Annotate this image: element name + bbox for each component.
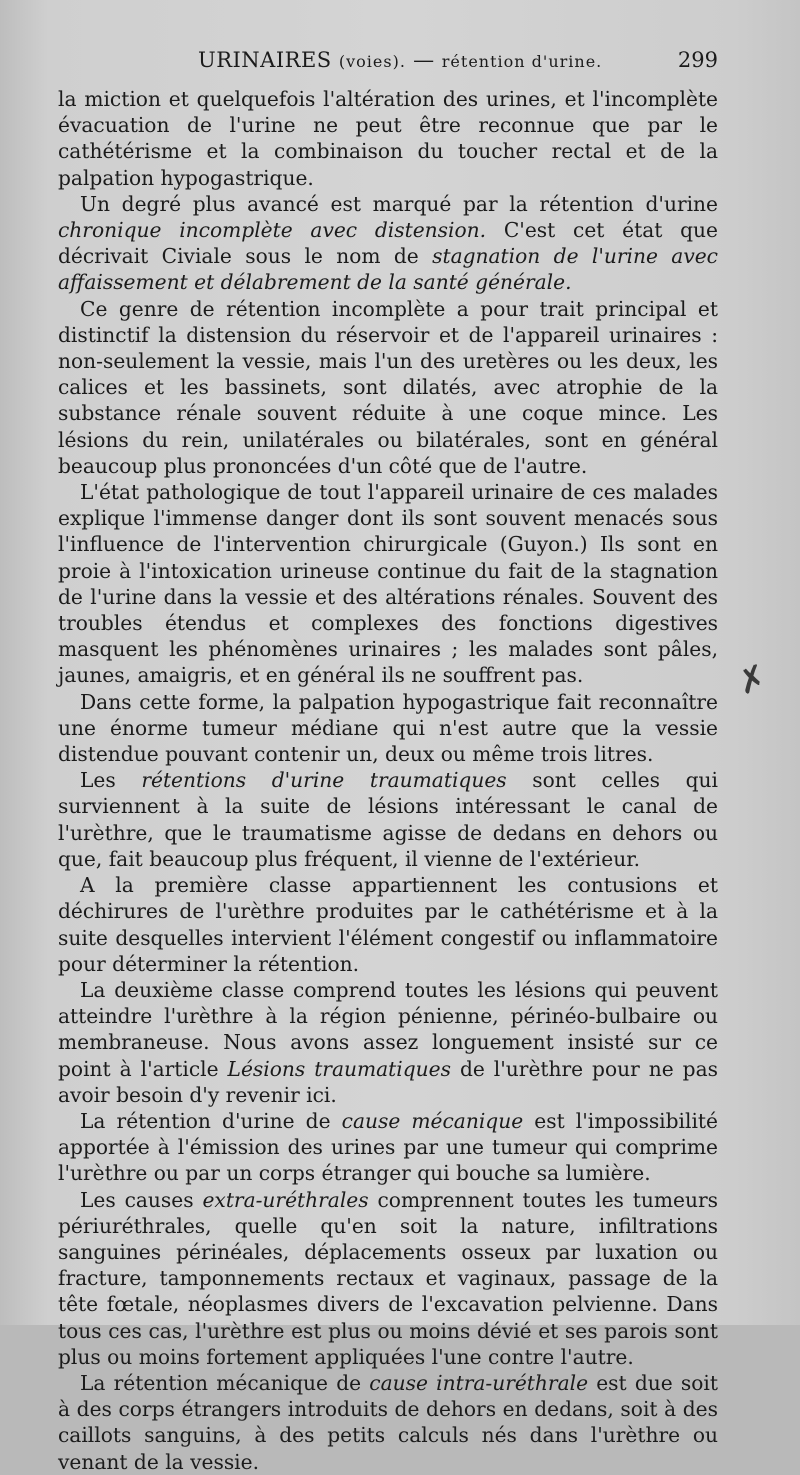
paragraph: L'état pathologique de tout l'appareil urinaire de ces malades explique l'immense danger dont ils sont souvent menacés sous l'influence de l'intervention chirurgicale (Guyon.) Ils sont en proie à l'intoxication urineuse continue du fait de la stagnation de l'urine dans la vessie et des altérations rénales. Souvent des troubles étendus et complexes des fonctions digestives masquent les phénomènes urinaires ; les malades sont pâles, jaunes, amaigris, et en général ils ne souffrent pas. [58,480,718,688]
running-title-section: rétention d'urine. [441,52,603,71]
paragraph: Les rétentions d'urine traumatiques sont celles qui surviennent à la suite de lésions intéressant le canal de l'urèthre, que le traumatisme agisse de dedans en dehors ou que, fait beaucoup plus fréquent, il vienne de l'extérieur. [58,768,718,871]
paragraph: A la première classe appartiennent les contusions et déchirures de l'urèthre produites par le cathétérisme et à la suite desquelles intervient l'élément congestif ou inflammatoire pour déterminer la rétention. [58,873,718,976]
running-title [198,48,602,72]
running-title-main: URINAIRES [198,48,332,72]
margin-cross-mark: ✗ [732,656,773,704]
paragraph: la miction et quelquefois l'altération des urines, et l'incomplète évacuation de l'urine ne peut être reconnue que par le cathétérisme et la combinaison du toucher rectal et de la palpation hypogastrique. [58,87,718,190]
body-text [58,86,718,1475]
paragraph: Ce genre de rétention incomplète a pour trait principal et distinctif la distension du réservoir et de l'appareil urinaires : non-seulement la vessie, mais l'un des uretères ou les deux, les calices et les bassinets, sont dilatés, avec atrophie de la substance rénale souvent réduite à une coque mince. Les lésions du rein, unilatérales ou bilatérales, sont en général beaucoup plus prononcées d'un côté que de l'autre. [58,296,718,478]
paragraph: Un degré plus avancé est marqué par la rétention d'urine chronique incomplète avec distension. C'est cet état que décrivait Civiale sous le nom de stagnation de l'urine avec affaissement et délabrement de la santé générale. [58,191,718,295]
running-title-voies: (voies). [338,52,406,71]
paragraph: La rétention d'urine de cause mécanique est l'impossibilité apportée à l'émission des urines par une tumeur qui comprime l'urèthre ou par un corps étranger qui bouche sa lumière. [58,1108,718,1186]
paragraph: Dans cette forme, la palpation hypogastrique fait reconnaître une énorme tumeur médiane qui n'est autre que la vessie distendue pouvant contenir un, deux ou même trois litres. [58,689,718,767]
paragraph: La rétention mécanique de cause intra-uréthrale est due soit à des corps étrangers introduits de dehors en dedans, soit à des caillots sanguins, à des petits calculs nés dans l'urèthre ou venant de la vessie. [58,1370,719,1474]
paragraph: La deuxième classe comprend toutes les lésions qui peuvent atteindre l'urèthre à la région pénienne, périnéo-bulbaire ou membraneuse. Nous avons assez longuement insisté sur ce point à l'article Lésions traumatiques de l'urèthre pour ne pas avoir besoin d'y revenir ici. [58,977,718,1107]
paragraph: Les causes extra-uréthrales comprennent toutes les tumeurs périuréthrales, quelle qu'en soit la nature, infiltrations sanguines périnéales, déplacements osseux par luxation ou fracture, tamponnements rectaux et vaginaux, passage de la tête fœtale, néoplasmes divers de l'excavation pelvienne. Dans tous ces cas, l'urèthre est plus ou moins dévié et ses parois sont plus ou moins fortement appliquées l'une contre l'autre. [58,1187,718,1369]
running-title-dash: — [413,48,435,72]
page-number: 299 [677,48,718,72]
running-head [58,46,718,82]
